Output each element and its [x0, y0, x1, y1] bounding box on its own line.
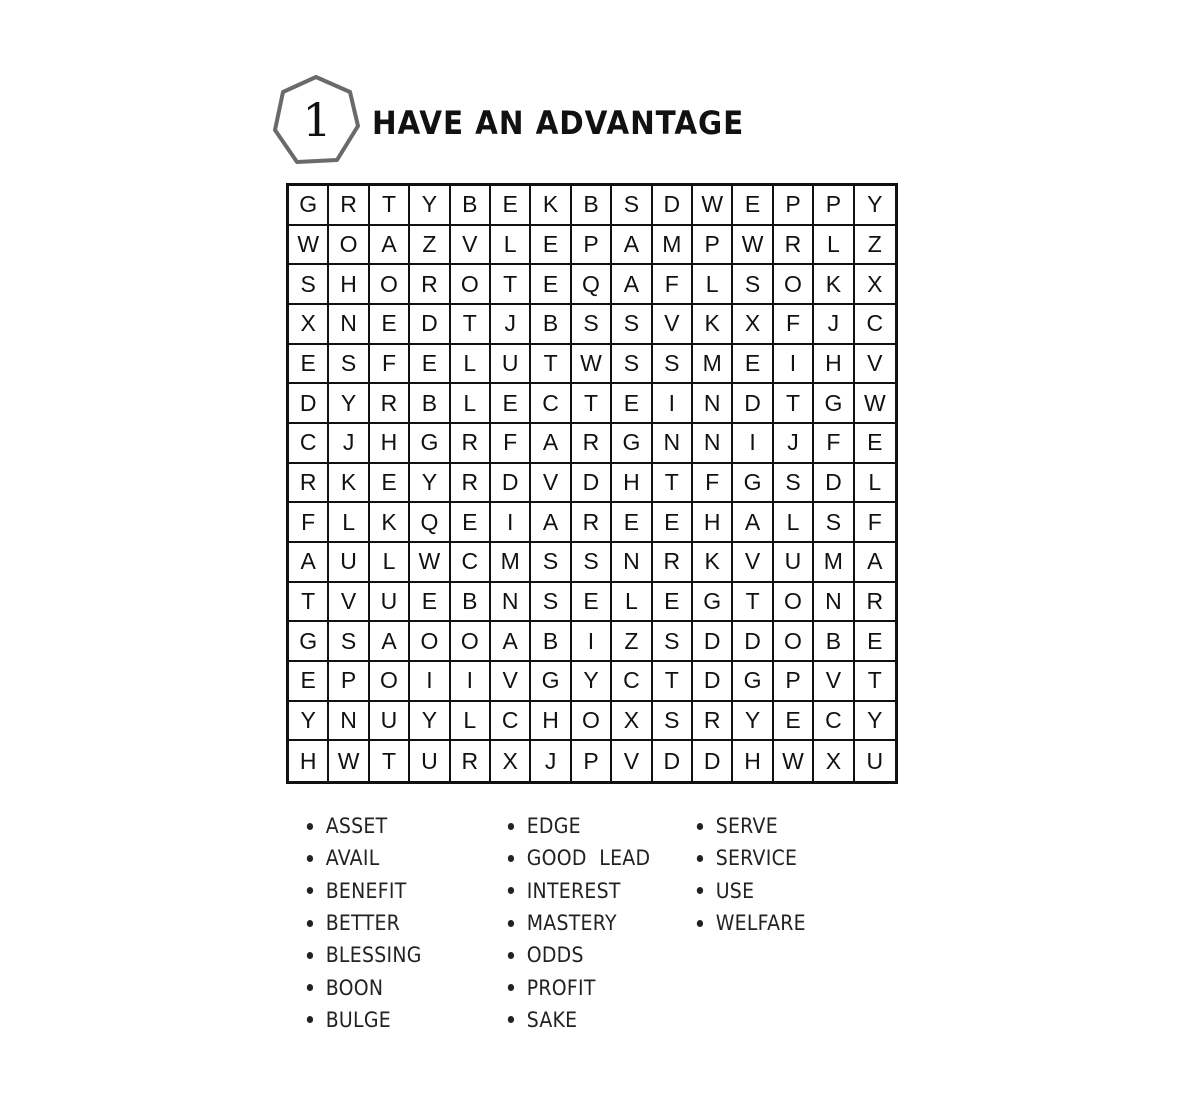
grid-cell: E — [410, 345, 450, 385]
grid-cell: G — [733, 464, 773, 504]
grid-cell: P — [572, 226, 612, 266]
word-label: SERVE — [715, 814, 778, 839]
grid-cell: L — [451, 345, 491, 385]
grid-cell: H — [370, 424, 410, 464]
grid-cell: R — [451, 464, 491, 504]
grid-cell: F — [855, 503, 895, 543]
word-list-item — [506, 971, 650, 1003]
grid-cell: A — [370, 226, 410, 266]
grid-cell: S — [531, 583, 571, 623]
grid-cell: I — [572, 622, 612, 662]
grid-cell: C — [491, 702, 531, 742]
grid-cell: U — [370, 702, 410, 742]
grid-cell: O — [451, 622, 491, 662]
bullet-icon — [508, 823, 514, 830]
grid-cell: W — [733, 226, 773, 266]
grid-cell: G — [733, 662, 773, 702]
grid-cell: K — [531, 186, 571, 226]
word-list-item — [305, 1004, 422, 1036]
grid-cell: W — [572, 345, 612, 385]
grid-cell: C — [855, 305, 895, 345]
grid-cell: R — [451, 741, 491, 781]
bullet-icon — [508, 855, 514, 862]
grid-cell: J — [774, 424, 814, 464]
word-list-item — [305, 907, 422, 939]
grid-cell: K — [370, 503, 410, 543]
grid-cell: G — [814, 384, 854, 424]
grid-cell: E — [612, 503, 652, 543]
grid-cell: K — [693, 305, 733, 345]
puzzle-number-badge — [270, 72, 362, 168]
grid-cell: I — [491, 503, 531, 543]
grid-cell: U — [370, 583, 410, 623]
grid-cell: R — [572, 424, 612, 464]
grid-cell: T — [531, 345, 571, 385]
grid-cell: S — [572, 305, 612, 345]
grid-cell: S — [612, 305, 652, 345]
word-list-item — [305, 939, 422, 971]
grid-cell: E — [572, 583, 612, 623]
grid-cell: L — [329, 503, 369, 543]
grid-cell: O — [370, 662, 410, 702]
word-list-item — [506, 1004, 650, 1036]
grid-cell: H — [612, 464, 652, 504]
grid-cell: U — [491, 345, 531, 385]
grid-cell: S — [572, 543, 612, 583]
grid-cell: D — [653, 741, 693, 781]
grid-cell: D — [289, 384, 329, 424]
grid-cell: R — [410, 265, 450, 305]
grid-cell: D — [814, 464, 854, 504]
word-list-item — [695, 875, 806, 907]
grid-cell: P — [774, 662, 814, 702]
grid-cell: V — [612, 741, 652, 781]
grid-cell: E — [612, 384, 652, 424]
grid-cell: L — [693, 265, 733, 305]
bullet-icon — [508, 984, 514, 991]
grid-cell: T — [370, 186, 410, 226]
grid-cell: X — [814, 741, 854, 781]
grid-cell: E — [289, 662, 329, 702]
word-list-item — [506, 842, 650, 874]
grid-cell: A — [855, 543, 895, 583]
grid-cell: O — [329, 226, 369, 266]
grid-cell: D — [572, 464, 612, 504]
grid-cell: H — [733, 741, 773, 781]
word-label: PROFIT — [526, 975, 596, 1000]
grid-cell: S — [329, 622, 369, 662]
grid-cell: D — [733, 622, 773, 662]
grid-cell: X — [491, 741, 531, 781]
grid-cell: G — [289, 622, 329, 662]
grid-cell: Z — [612, 622, 652, 662]
grid-cell: T — [774, 384, 814, 424]
grid-cell: D — [653, 186, 693, 226]
word-list-item — [506, 875, 650, 907]
word-list-item — [695, 907, 806, 939]
bullet-icon — [508, 920, 514, 927]
grid-cell: S — [733, 265, 773, 305]
word-label: BLESSING — [325, 943, 422, 968]
grid-cell: S — [774, 464, 814, 504]
bullet-icon — [307, 920, 313, 927]
grid-cell: I — [733, 424, 773, 464]
grid-cell: A — [612, 265, 652, 305]
grid-cell: V — [531, 464, 571, 504]
grid-cell: W — [410, 543, 450, 583]
word-list-item — [506, 810, 650, 842]
grid-cell: U — [410, 741, 450, 781]
bullet-icon — [307, 855, 313, 862]
word-label: GOOD LEAD — [526, 846, 651, 871]
grid-cell: B — [410, 384, 450, 424]
grid-cell: O — [774, 265, 814, 305]
letter-grid — [286, 183, 898, 784]
grid-cell: W — [329, 741, 369, 781]
grid-cell: K — [693, 543, 733, 583]
grid-cell: Y — [410, 186, 450, 226]
grid-cell: V — [451, 226, 491, 266]
grid-cell: E — [653, 503, 693, 543]
grid-cell: F — [491, 424, 531, 464]
grid-cell: Y — [855, 702, 895, 742]
grid-cell: T — [451, 305, 491, 345]
grid-cell: A — [370, 622, 410, 662]
grid-cell: E — [491, 384, 531, 424]
grid-cell: E — [451, 503, 491, 543]
grid-cell: O — [572, 702, 612, 742]
grid-cell: U — [774, 543, 814, 583]
grid-cell: D — [410, 305, 450, 345]
bullet-icon — [697, 920, 703, 927]
grid-cell: J — [491, 305, 531, 345]
grid-cell: R — [653, 543, 693, 583]
grid-cell: N — [693, 384, 733, 424]
grid-cell: S — [653, 702, 693, 742]
grid-cell: S — [612, 345, 652, 385]
grid-cell: J — [531, 741, 571, 781]
grid-cell: K — [814, 265, 854, 305]
grid-cell: E — [289, 345, 329, 385]
grid-cell: R — [572, 503, 612, 543]
grid-cell: E — [370, 305, 410, 345]
bullet-icon — [307, 952, 313, 959]
word-label: EDGE — [526, 814, 581, 839]
grid-cell: Y — [855, 186, 895, 226]
grid-cell: E — [370, 464, 410, 504]
grid-cell: S — [612, 186, 652, 226]
grid-cell: H — [531, 702, 571, 742]
grid-cell: O — [774, 583, 814, 623]
grid-cell: Y — [329, 384, 369, 424]
grid-cell: T — [289, 583, 329, 623]
word-label: BENEFIT — [325, 878, 407, 903]
grid-cell: P — [329, 662, 369, 702]
grid-cell: C — [451, 543, 491, 583]
word-list-column-3 — [695, 810, 818, 939]
grid-cell: I — [774, 345, 814, 385]
bullet-icon — [307, 887, 313, 894]
grid-cell: T — [653, 464, 693, 504]
word-label: AVAIL — [325, 846, 380, 871]
grid-cell: B — [451, 583, 491, 623]
grid-cell: I — [410, 662, 450, 702]
grid-cell: X — [855, 265, 895, 305]
grid-cell: T — [572, 384, 612, 424]
grid-cell: Y — [572, 662, 612, 702]
bullet-icon — [697, 887, 703, 894]
grid-cell: F — [693, 464, 733, 504]
grid-cell: R — [329, 186, 369, 226]
grid-cell: L — [774, 503, 814, 543]
bullet-icon — [307, 984, 313, 991]
word-label: BETTER — [325, 911, 401, 936]
grid-cell: Z — [855, 226, 895, 266]
grid-cell: L — [451, 702, 491, 742]
grid-cell: A — [612, 226, 652, 266]
grid-cell: N — [612, 543, 652, 583]
grid-cell: S — [329, 345, 369, 385]
grid-cell: Y — [410, 464, 450, 504]
bullet-icon — [697, 855, 703, 862]
grid-cell: E — [733, 186, 773, 226]
grid-cell: E — [855, 424, 895, 464]
grid-cell: R — [451, 424, 491, 464]
grid-cell: Y — [733, 702, 773, 742]
grid-cell: W — [693, 186, 733, 226]
grid-cell: N — [491, 583, 531, 623]
grid-cell: O — [410, 622, 450, 662]
grid-cell: A — [491, 622, 531, 662]
grid-cell: L — [370, 543, 410, 583]
grid-cell: C — [531, 384, 571, 424]
word-list-item — [305, 875, 422, 907]
grid-cell: E — [491, 186, 531, 226]
grid-cell: M — [653, 226, 693, 266]
grid-cell: F — [653, 265, 693, 305]
grid-cell: J — [814, 305, 854, 345]
grid-cell: T — [855, 662, 895, 702]
grid-cell: A — [531, 503, 571, 543]
grid-cell: E — [531, 265, 571, 305]
word-list-item — [695, 842, 806, 874]
grid-cell: P — [572, 741, 612, 781]
grid-cell: V — [814, 662, 854, 702]
grid-cell: I — [653, 384, 693, 424]
grid-cell: Z — [410, 226, 450, 266]
grid-cell: B — [572, 186, 612, 226]
grid-cell: G — [289, 186, 329, 226]
grid-cell: M — [693, 345, 733, 385]
grid-cell: T — [653, 662, 693, 702]
grid-cell: H — [289, 741, 329, 781]
grid-cell: Y — [410, 702, 450, 742]
grid-cell: K — [329, 464, 369, 504]
grid-cell: R — [370, 384, 410, 424]
grid-cell: G — [693, 583, 733, 623]
bullet-icon — [307, 1016, 313, 1023]
grid-cell: C — [612, 662, 652, 702]
puzzle-number: 1 — [302, 93, 332, 147]
grid-cell: E — [733, 345, 773, 385]
grid-cell: X — [733, 305, 773, 345]
grid-cell: J — [329, 424, 369, 464]
grid-cell: F — [814, 424, 854, 464]
grid-cell: A — [289, 543, 329, 583]
grid-cell: D — [693, 662, 733, 702]
grid-cell: S — [653, 345, 693, 385]
grid-cell: G — [531, 662, 571, 702]
grid-cell: C — [289, 424, 329, 464]
word-label: WELFARE — [715, 911, 806, 936]
grid-cell: L — [491, 226, 531, 266]
word-label: ODDS — [526, 943, 584, 968]
grid-cell: R — [693, 702, 733, 742]
grid-cell: E — [774, 702, 814, 742]
bullet-icon — [307, 823, 313, 830]
grid-cell: E — [653, 583, 693, 623]
word-label: SAKE — [526, 1007, 578, 1032]
grid-cell: D — [491, 464, 531, 504]
word-label: SERVICE — [715, 846, 798, 871]
grid-cell: O — [451, 265, 491, 305]
grid-cell: N — [329, 305, 369, 345]
grid-cell: W — [855, 384, 895, 424]
grid-cell: Y — [289, 702, 329, 742]
bullet-icon — [508, 952, 514, 959]
grid-cell: H — [693, 503, 733, 543]
grid-cell: N — [693, 424, 733, 464]
grid-cell: F — [774, 305, 814, 345]
puzzle-title: HAVE AN ADVANTAGE — [372, 104, 745, 142]
grid-cell: V — [491, 662, 531, 702]
grid-cell: B — [531, 622, 571, 662]
bullet-icon — [508, 1016, 514, 1023]
grid-cell: H — [329, 265, 369, 305]
grid-cell: L — [855, 464, 895, 504]
grid-cell: M — [491, 543, 531, 583]
grid-cell: A — [733, 503, 773, 543]
grid-cell: L — [814, 226, 854, 266]
grid-cell: D — [733, 384, 773, 424]
grid-cell: B — [451, 186, 491, 226]
grid-cell: V — [855, 345, 895, 385]
grid-cell: P — [693, 226, 733, 266]
word-label: BULGE — [325, 1007, 391, 1032]
grid-cell: D — [693, 622, 733, 662]
grid-cell: G — [612, 424, 652, 464]
grid-cell: I — [451, 662, 491, 702]
grid-cell: R — [289, 464, 329, 504]
grid-cell: V — [653, 305, 693, 345]
word-list-item — [305, 842, 422, 874]
grid-cell: U — [329, 543, 369, 583]
word-list-column-1 — [305, 810, 435, 1036]
bullet-icon — [697, 823, 703, 830]
grid-cell: L — [612, 583, 652, 623]
grid-cell: Q — [572, 265, 612, 305]
grid-cell: F — [289, 503, 329, 543]
grid-cell: R — [855, 583, 895, 623]
word-label: USE — [715, 878, 755, 903]
grid-cell: R — [774, 226, 814, 266]
grid-cell: S — [531, 543, 571, 583]
grid-cell: Q — [410, 503, 450, 543]
word-list-item — [305, 971, 422, 1003]
grid-cell: W — [774, 741, 814, 781]
grid-cell: H — [814, 345, 854, 385]
grid-cell: X — [289, 305, 329, 345]
grid-cell: O — [774, 622, 814, 662]
word-label: BOON — [325, 975, 384, 1000]
grid-cell: P — [774, 186, 814, 226]
word-label: INTEREST — [526, 878, 621, 903]
grid-cell: L — [451, 384, 491, 424]
grid-cell: A — [531, 424, 571, 464]
grid-cell: T — [491, 265, 531, 305]
grid-cell: D — [693, 741, 733, 781]
word-list-item — [506, 939, 650, 971]
grid-cell: G — [410, 424, 450, 464]
grid-cell: M — [814, 543, 854, 583]
grid-cell: S — [653, 622, 693, 662]
grid-cell: X — [612, 702, 652, 742]
grid-cell: B — [531, 305, 571, 345]
grid-cell: N — [653, 424, 693, 464]
word-list-item — [305, 810, 422, 842]
bullet-icon — [508, 887, 514, 894]
grid-cell: E — [410, 583, 450, 623]
grid-cell: E — [855, 622, 895, 662]
word-list-item — [695, 810, 806, 842]
grid-cell: U — [866, 747, 884, 774]
word-label: MASTERY — [526, 911, 617, 936]
grid-cell: T — [370, 741, 410, 781]
grid-cell: W — [289, 226, 329, 266]
grid-cell: B — [814, 622, 854, 662]
grid-cell: S — [289, 265, 329, 305]
grid-cell: P — [814, 186, 854, 226]
grid-cell: E — [531, 226, 571, 266]
grid-cell: N — [814, 583, 854, 623]
grid-cell: C — [814, 702, 854, 742]
grid-cell: O — [370, 265, 410, 305]
grid-cell: V — [329, 583, 369, 623]
word-label: ASSET — [325, 814, 388, 839]
grid-cell: T — [733, 583, 773, 623]
word-list-column-2 — [506, 810, 666, 1036]
grid-cell: S — [814, 503, 854, 543]
grid-cell: F — [370, 345, 410, 385]
grid-cell: N — [329, 702, 369, 742]
word-list-item — [506, 907, 650, 939]
grid-cell: V — [733, 543, 773, 583]
